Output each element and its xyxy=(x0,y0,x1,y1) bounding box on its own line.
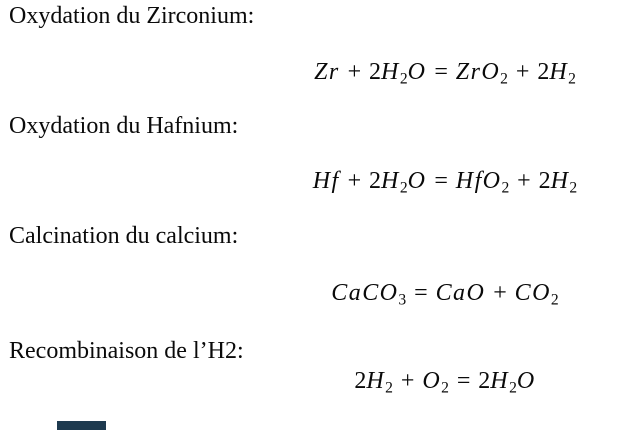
equation-subscript: 2 xyxy=(441,379,449,397)
equation-subscript: 2 xyxy=(399,179,408,197)
cropped-dark-fragment xyxy=(57,421,106,430)
equation-term: = xyxy=(426,168,456,194)
equation-term: + xyxy=(485,280,515,306)
equation-term: + 2 xyxy=(509,168,551,194)
equation-subscript: 2 xyxy=(550,291,559,309)
equation-term: H xyxy=(550,168,570,194)
equation-term: + 2 xyxy=(339,168,382,194)
equation-term: O xyxy=(516,368,536,394)
equation-subscript: 2 xyxy=(385,379,393,397)
equation-term: = xyxy=(406,280,436,306)
equation-term: O xyxy=(407,168,427,194)
equation-term: O xyxy=(422,368,442,394)
equation-subscript: 2 xyxy=(500,70,508,88)
section-heading-calcium-calcination: Calcination du calcium: xyxy=(9,223,239,249)
equation-subscript: 2 xyxy=(501,179,510,197)
section-heading-h2-recombination: Recombinaison de l’H2: xyxy=(9,338,244,364)
equation-term: CaO xyxy=(435,280,486,306)
equation-term: H xyxy=(549,59,569,85)
equation-term: CO xyxy=(514,280,551,306)
equation-term: ZrO xyxy=(455,59,501,85)
equation-term: + xyxy=(392,368,423,394)
equation-term: CaCO xyxy=(331,280,399,306)
equation-term: H xyxy=(366,368,386,394)
equation-term: O xyxy=(407,59,427,85)
equation-hafnium-oxidation xyxy=(313,169,577,196)
equation-term: Zr xyxy=(314,59,340,85)
equation-term: + 2 xyxy=(507,59,550,85)
section-heading-hafnium-oxidation: Oxydation du Hafnium: xyxy=(9,113,239,139)
equation-subscript: 2 xyxy=(509,379,517,397)
equation-term: = xyxy=(426,59,456,85)
section-heading-zirconium-oxidation: Oxydation du Zirconium: xyxy=(9,3,255,29)
equation-term: H xyxy=(381,168,400,194)
equation-term: HfO xyxy=(455,168,502,194)
equation-term: Hf xyxy=(312,168,340,194)
equation-calcium-calcination xyxy=(331,281,558,308)
equation-term: = 2 xyxy=(448,368,491,394)
equation-subscript: 2 xyxy=(399,70,408,88)
equation-term: 2 xyxy=(354,368,367,394)
equation-subscript: 2 xyxy=(568,70,576,88)
equation-term: H xyxy=(381,59,400,85)
equation-zirconium-oxidation xyxy=(314,60,576,87)
equation-subscript: 3 xyxy=(398,291,407,309)
equation-h2-recombination xyxy=(354,369,535,396)
equation-term: H xyxy=(490,368,510,394)
equation-subscript: 2 xyxy=(569,179,578,197)
equation-term: + 2 xyxy=(339,59,382,85)
